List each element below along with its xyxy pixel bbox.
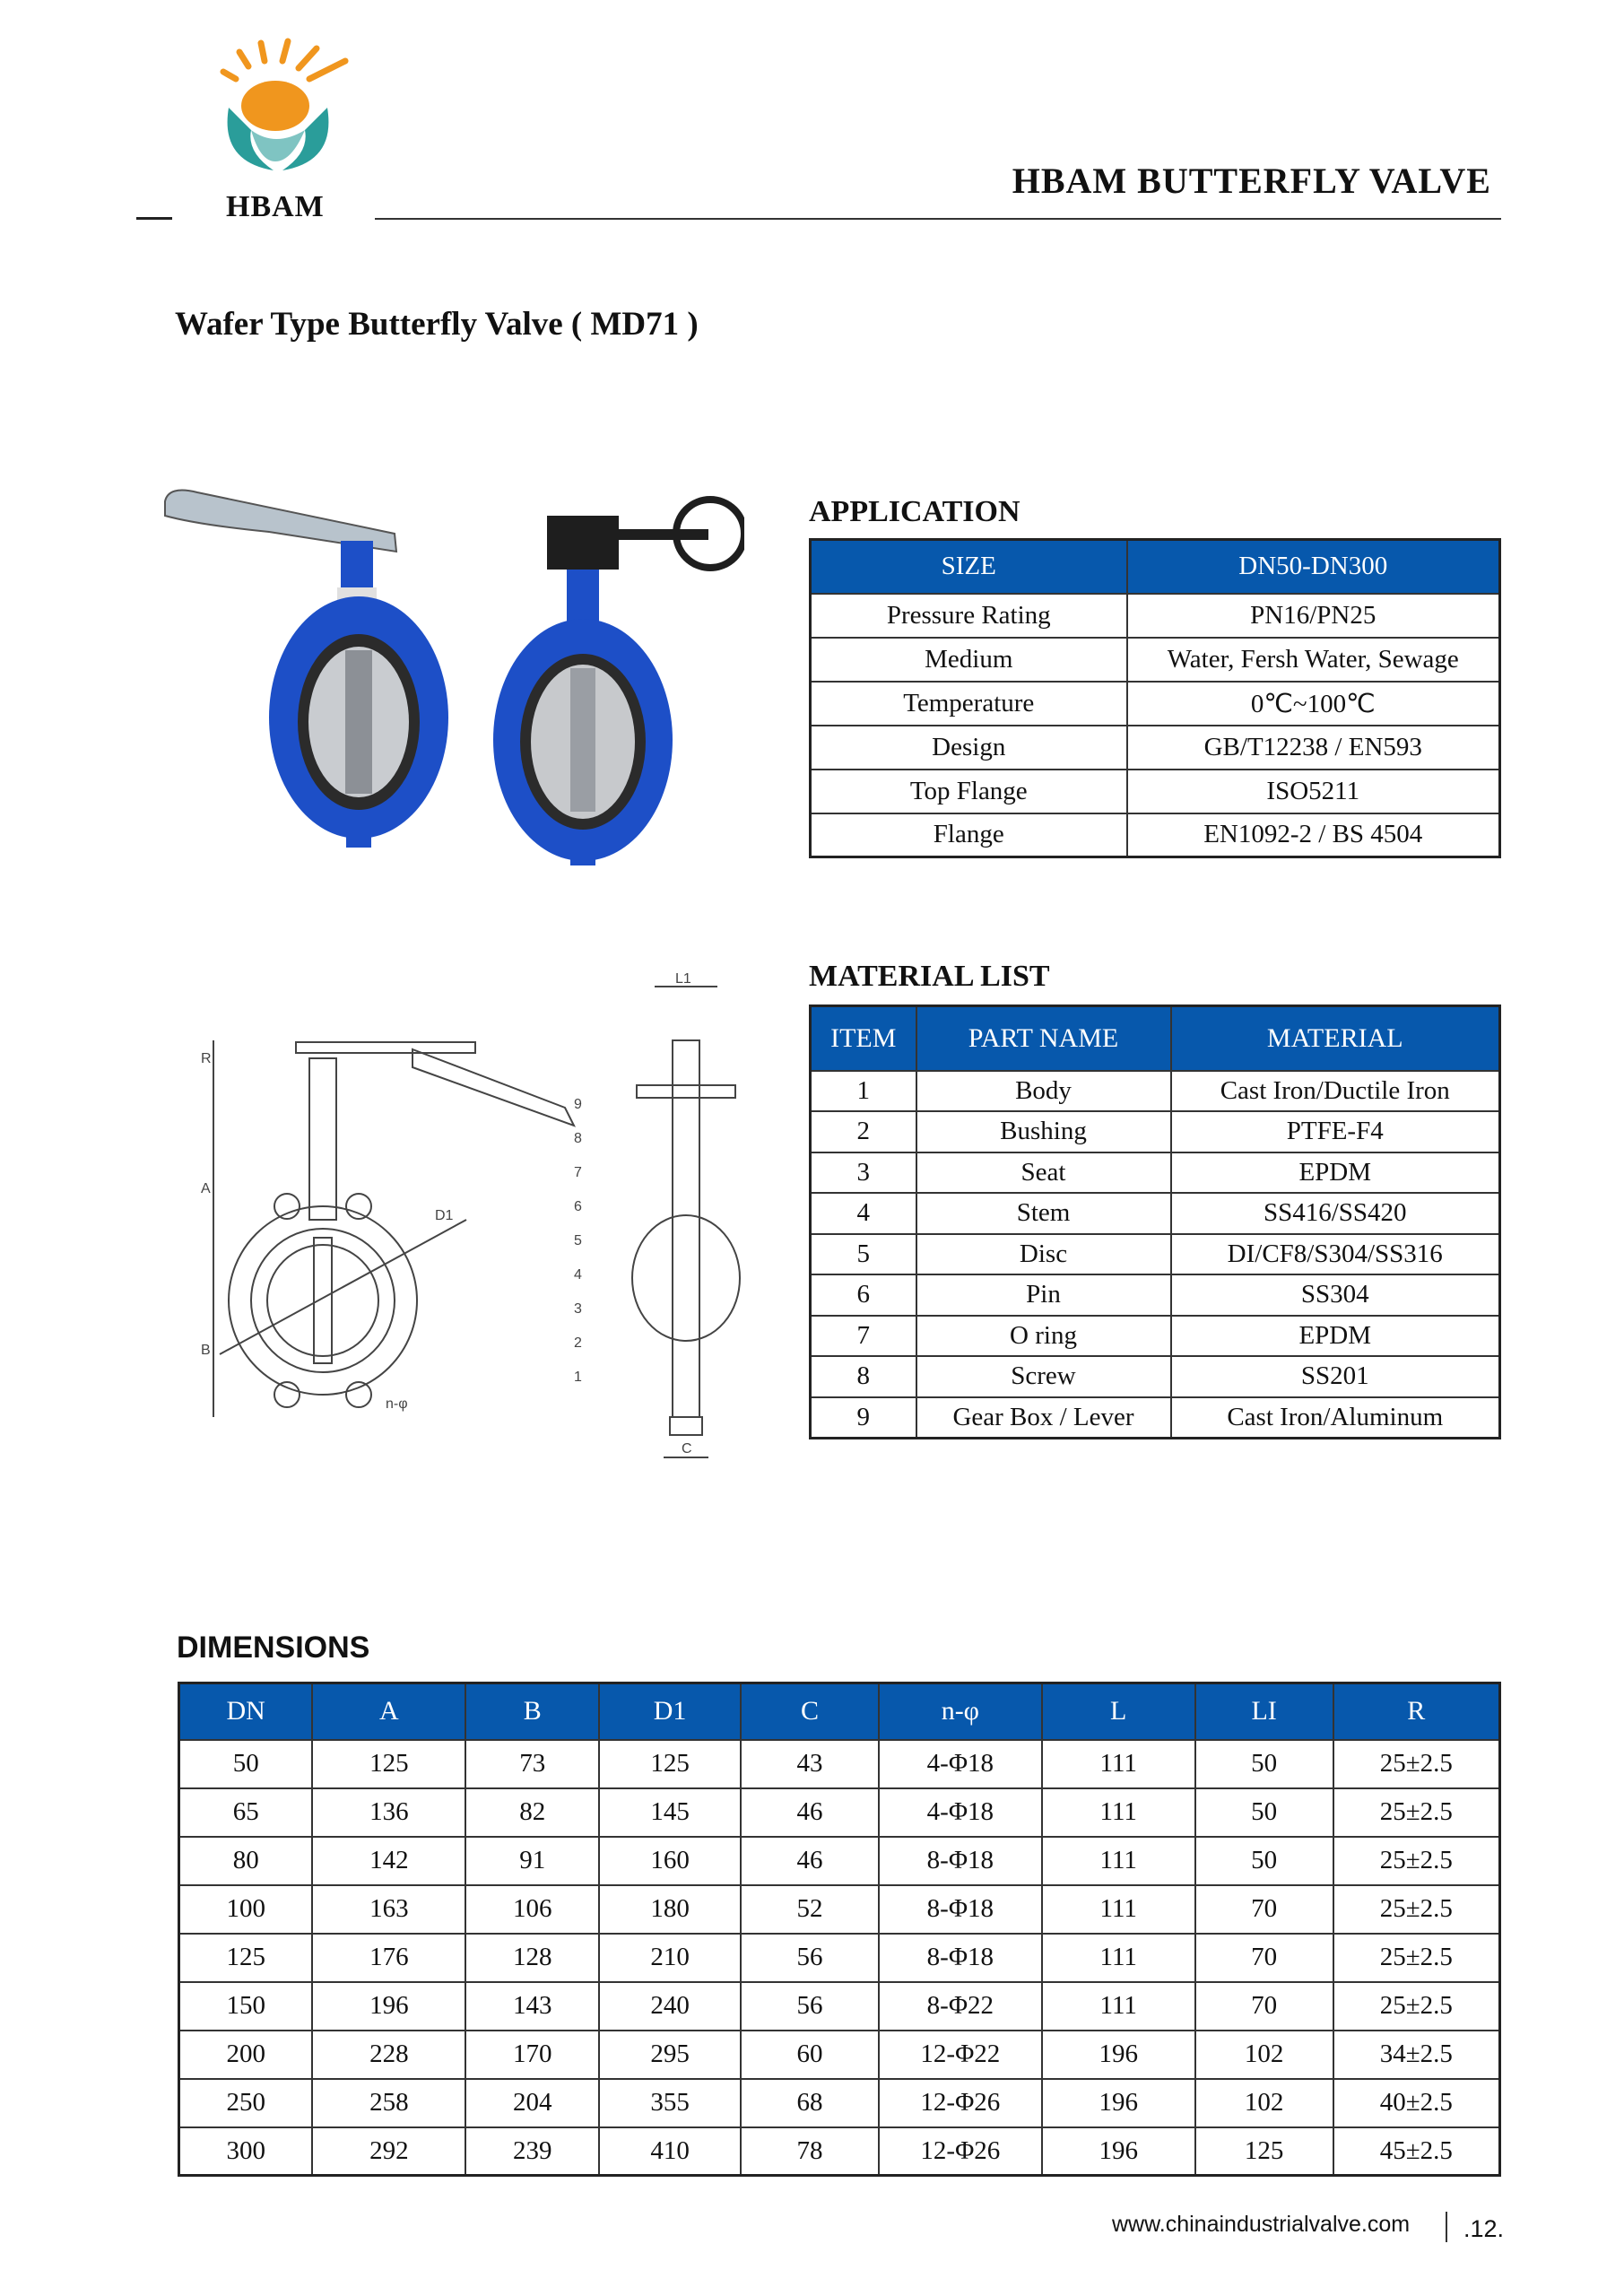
gear-valve-image	[493, 500, 744, 865]
cell: 300	[179, 2127, 313, 2176]
cell: 46	[741, 1837, 879, 1885]
header-cell: A	[312, 1683, 465, 1740]
table-row	[811, 1234, 1500, 1275]
cell: Pin	[916, 1274, 1171, 1316]
table-row	[179, 1740, 1500, 1788]
cell: 163	[312, 1885, 465, 1934]
cell: Temperature	[811, 682, 1127, 726]
hbam-logo	[211, 36, 363, 188]
table-row	[811, 1397, 1500, 1439]
label-l1: L1	[675, 971, 691, 987]
application-table	[809, 538, 1501, 858]
header-cell: LI	[1195, 1683, 1333, 1740]
dimensions-table	[178, 1682, 1501, 2177]
cell: 240	[599, 1982, 741, 2031]
cell: 68	[741, 2079, 879, 2127]
application-heading: APPLICATION	[809, 495, 1020, 528]
header-cell: C	[741, 1683, 879, 1740]
cell: Design	[811, 726, 1127, 770]
cell: 196	[1042, 2127, 1195, 2176]
cell: SS304	[1171, 1274, 1500, 1316]
material-list-heading: MATERIAL LIST	[809, 960, 1050, 993]
cell: 111	[1042, 1982, 1195, 2031]
header-cell: PART NAME	[916, 1006, 1171, 1071]
cell: 25±2.5	[1333, 1837, 1500, 1885]
cell: SS416/SS420	[1171, 1193, 1500, 1234]
table-row	[179, 2127, 1500, 2176]
cell: 40±2.5	[1333, 2079, 1500, 2127]
header-cell: D1	[599, 1683, 741, 1740]
cell: 102	[1195, 2079, 1333, 2127]
table-row	[811, 813, 1500, 857]
cell: 73	[465, 1740, 599, 1788]
cell: DI/CF8/S304/SS316	[1171, 1234, 1500, 1275]
table-row	[811, 1193, 1500, 1234]
cell: 160	[599, 1837, 741, 1885]
header-cell: MATERIAL	[1171, 1006, 1500, 1071]
table-row	[179, 1982, 1500, 2031]
cell: 43	[741, 1740, 879, 1788]
document-title: HBAM BUTTERFLY VALVE	[1012, 161, 1491, 201]
cell: 50	[179, 1740, 313, 1788]
brand-name: HBAM	[226, 190, 325, 223]
cell: Cast Iron/Ductile Iron	[1171, 1071, 1500, 1112]
table-row	[811, 1274, 1500, 1316]
cell: 5	[811, 1234, 916, 1275]
cell: 196	[1042, 2031, 1195, 2079]
cell: EN1092-2 / BS 4504	[1127, 813, 1500, 857]
header-cell: R	[1333, 1683, 1500, 1740]
cell: Screw	[916, 1356, 1171, 1397]
cell: 6	[811, 1274, 916, 1316]
cell: 8-Φ22	[879, 1982, 1042, 2031]
material-table	[809, 1004, 1501, 1439]
cell: 80	[179, 1837, 313, 1885]
table-header-row	[811, 540, 1500, 594]
table-row	[811, 1071, 1500, 1112]
label-b: B	[201, 1343, 211, 1358]
cell: 46	[741, 1788, 879, 1837]
cell: 125	[1195, 2127, 1333, 2176]
label-n-phi: n-φ	[386, 1396, 408, 1412]
header-cell: n-φ	[879, 1683, 1042, 1740]
cell: 7	[811, 1316, 916, 1357]
cell: 25±2.5	[1333, 1982, 1500, 2031]
part-label: 3	[574, 1301, 582, 1317]
header-cell: SIZE	[811, 540, 1127, 594]
table-row	[179, 1837, 1500, 1885]
cell: 78	[741, 2127, 879, 2176]
cell: 125	[312, 1740, 465, 1788]
cell: 12-Φ22	[879, 2031, 1042, 2079]
table-row	[179, 1788, 1500, 1837]
cell: 91	[465, 1837, 599, 1885]
cell: EPDM	[1171, 1316, 1500, 1357]
cell: 200	[179, 2031, 313, 2079]
cell: 8	[811, 1356, 916, 1397]
table-row	[811, 682, 1500, 726]
cell: 106	[465, 1885, 599, 1934]
cell: 204	[465, 2079, 599, 2127]
cell: 82	[465, 1788, 599, 1837]
cell: 50	[1195, 1837, 1333, 1885]
cell: 12-Φ26	[879, 2127, 1042, 2176]
part-label: 6	[574, 1199, 582, 1214]
cell: 60	[741, 2031, 879, 2079]
cell: 8-Φ18	[879, 1885, 1042, 1934]
cell: 25±2.5	[1333, 1740, 1500, 1788]
cell: 45±2.5	[1333, 2127, 1500, 2176]
cell: Top Flange	[811, 770, 1127, 813]
cell: PN16/PN25	[1127, 594, 1500, 638]
cell: 70	[1195, 1934, 1333, 1982]
cell: 52	[741, 1885, 879, 1934]
cell: 50	[1195, 1740, 1333, 1788]
cell: 176	[312, 1934, 465, 1982]
table-row	[179, 2031, 1500, 2079]
cell: 9	[811, 1397, 916, 1439]
cell: Body	[916, 1071, 1171, 1112]
header-rule	[375, 218, 1501, 220]
cell: 136	[312, 1788, 465, 1837]
cell: GB/T12238 / EN593	[1127, 726, 1500, 770]
cell: Pressure Rating	[811, 594, 1127, 638]
part-label: 4	[574, 1267, 582, 1283]
cell: 25±2.5	[1333, 1934, 1500, 1982]
cell: 143	[465, 1982, 599, 2031]
cell: 34±2.5	[1333, 2031, 1500, 2079]
cell: 4-Φ18	[879, 1788, 1042, 1837]
cell: 180	[599, 1885, 741, 1934]
part-label: 8	[574, 1131, 582, 1146]
cell: 2	[811, 1111, 916, 1152]
table-row	[179, 1934, 1500, 1982]
cell: 56	[741, 1982, 879, 2031]
cell: Gear Box / Lever	[916, 1397, 1171, 1439]
cell: 70	[1195, 1885, 1333, 1934]
label-c: C	[682, 1441, 692, 1457]
cell: 12-Φ26	[879, 2079, 1042, 2127]
table-row	[811, 594, 1500, 638]
dimensions-heading: DIMENSIONS	[177, 1631, 370, 1665]
cell: Stem	[916, 1193, 1171, 1234]
cell: 1	[811, 1071, 916, 1112]
cell: 196	[1042, 2079, 1195, 2127]
cell: 100	[179, 1885, 313, 1934]
cell: 228	[312, 2031, 465, 2079]
cell: 145	[599, 1788, 741, 1837]
header-cell: L	[1042, 1683, 1195, 1740]
table-row	[811, 770, 1500, 813]
table-row	[179, 1885, 1500, 1934]
cell: 295	[599, 2031, 741, 2079]
cell: Cast Iron/Aluminum	[1171, 1397, 1500, 1439]
cell: Flange	[811, 813, 1127, 857]
cell: 239	[465, 2127, 599, 2176]
label-d1: D1	[435, 1208, 454, 1223]
cell: ISO5211	[1127, 770, 1500, 813]
cell: 25±2.5	[1333, 1788, 1500, 1837]
cell: 0℃~100℃	[1127, 682, 1500, 726]
table-row	[811, 638, 1500, 682]
website-link[interactable]: www.chinaindustrialvalve.com	[1112, 2212, 1411, 2237]
part-label: 2	[574, 1335, 582, 1351]
cell: 8-Φ18	[879, 1837, 1042, 1885]
cell: Seat	[916, 1152, 1171, 1194]
lever-valve-image	[165, 491, 448, 848]
table-header-row	[179, 1683, 1500, 1740]
divider	[136, 217, 172, 220]
table-row	[811, 1111, 1500, 1152]
cell: 292	[312, 2127, 465, 2176]
cell: 170	[465, 2031, 599, 2079]
cell: 4	[811, 1193, 916, 1234]
cell: 111	[1042, 1788, 1195, 1837]
valve-photos	[161, 480, 744, 870]
cell: 125	[599, 1740, 741, 1788]
cell: 102	[1195, 2031, 1333, 2079]
part-label: 7	[574, 1165, 582, 1180]
cell: 56	[741, 1934, 879, 1982]
cell: 142	[312, 1837, 465, 1885]
cell: Water, Fersh Water, Sewage	[1127, 638, 1500, 682]
label-r: R	[201, 1051, 212, 1066]
table-header-row	[811, 1006, 1500, 1071]
cell: O ring	[916, 1316, 1171, 1357]
header-cell: ITEM	[811, 1006, 916, 1071]
cell: 111	[1042, 1934, 1195, 1982]
cell: 70	[1195, 1982, 1333, 2031]
footer-divider	[1446, 2212, 1447, 2242]
header-cell: B	[465, 1683, 599, 1740]
table-row	[179, 2079, 1500, 2127]
cell: 111	[1042, 1885, 1195, 1934]
label-a: A	[201, 1181, 211, 1196]
technical-drawing	[188, 969, 762, 1462]
part-label: 9	[574, 1097, 582, 1112]
cell: 25±2.5	[1333, 1885, 1500, 1934]
cell: 8-Φ18	[879, 1934, 1042, 1982]
cell: 65	[179, 1788, 313, 1837]
cell: 250	[179, 2079, 313, 2127]
cell: 258	[312, 2079, 465, 2127]
cell: 111	[1042, 1740, 1195, 1788]
product-title: Wafer Type Butterfly Valve ( MD71 )	[175, 306, 699, 343]
table-row	[811, 1316, 1500, 1357]
cell: 128	[465, 1934, 599, 1982]
table-row	[811, 726, 1500, 770]
table-row	[811, 1356, 1500, 1397]
cell: SS201	[1171, 1356, 1500, 1397]
cell: 50	[1195, 1788, 1333, 1837]
cell: 3	[811, 1152, 916, 1194]
cell: 150	[179, 1982, 313, 2031]
table-row	[811, 1152, 1500, 1194]
cell: 210	[599, 1934, 741, 1982]
part-label: 5	[574, 1233, 582, 1248]
page-number: .12.	[1463, 2215, 1505, 2242]
cell: 4-Φ18	[879, 1740, 1042, 1788]
cell: 111	[1042, 1837, 1195, 1885]
cell: 410	[599, 2127, 741, 2176]
cell: 125	[179, 1934, 313, 1982]
cell: 355	[599, 2079, 741, 2127]
header-cell: DN50-DN300	[1127, 540, 1500, 594]
cell: Bushing	[916, 1111, 1171, 1152]
cell: EPDM	[1171, 1152, 1500, 1194]
cell: Disc	[916, 1234, 1171, 1275]
cell: Medium	[811, 638, 1127, 682]
header-cell: DN	[179, 1683, 313, 1740]
part-label: 1	[574, 1370, 582, 1385]
cell: 196	[312, 1982, 465, 2031]
cell: PTFE-F4	[1171, 1111, 1500, 1152]
